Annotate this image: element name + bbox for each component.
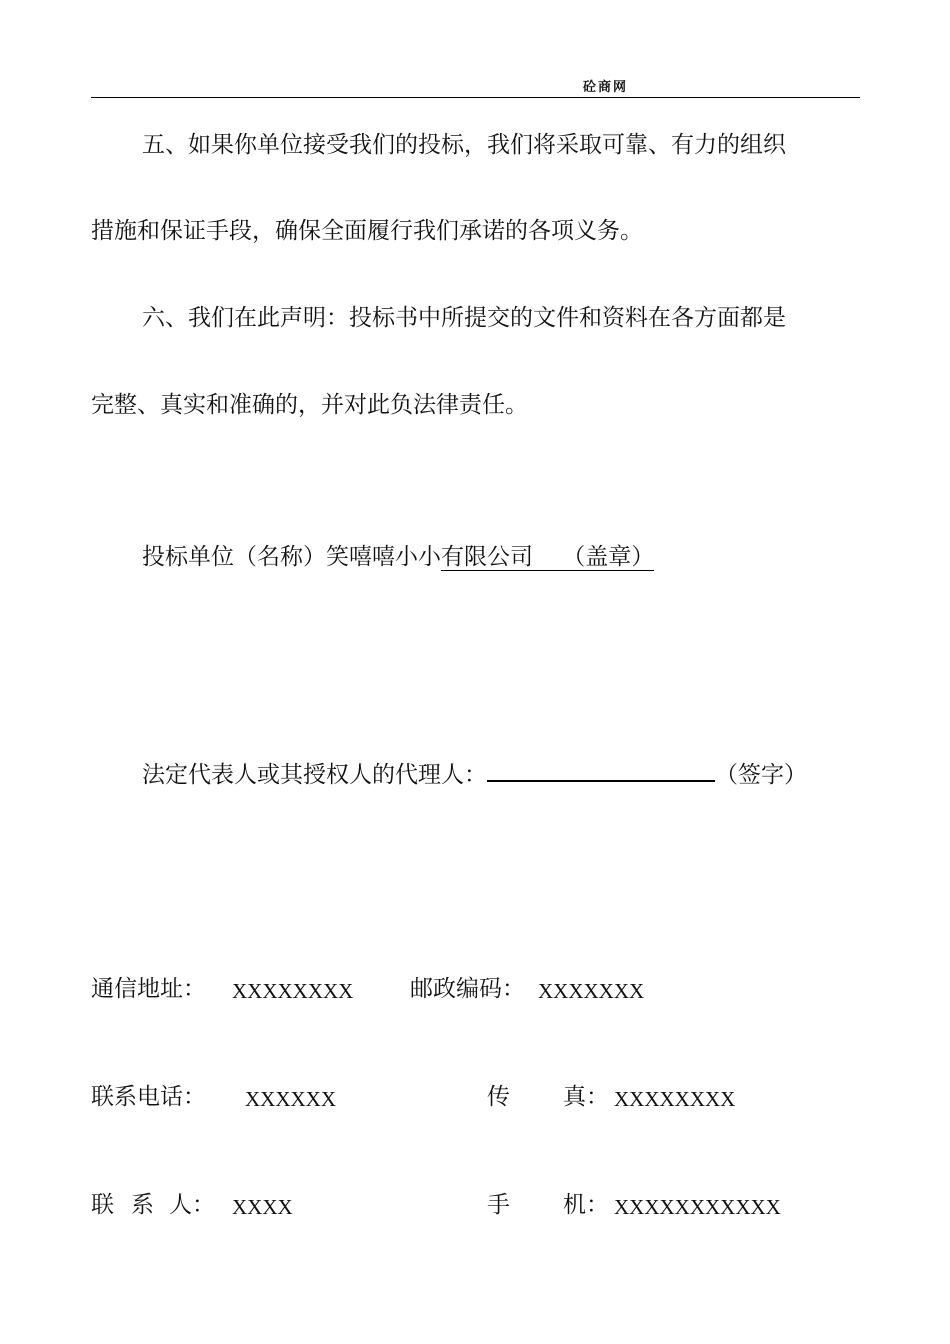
bidder-name-underlined bbox=[441, 544, 654, 571]
bidder-gap bbox=[533, 544, 562, 570]
postcode-label: 邮政编码： bbox=[410, 976, 525, 1002]
mobile-label-char-2: 机： bbox=[563, 1192, 609, 1218]
representative-line bbox=[142, 758, 807, 790]
bidder-name-part1: 笑嘻嘻小小 bbox=[326, 544, 441, 570]
contact-person-label-char-2: 系 bbox=[131, 1192, 154, 1218]
phone-value: XXXXXX bbox=[245, 1087, 336, 1111]
address-value: XXXXXXXX bbox=[232, 979, 354, 1003]
signature-blank bbox=[487, 758, 715, 782]
paragraph-6-line-1: 六、我们在此声明：投标书中所提交的文件和资料在各方面都是 bbox=[142, 305, 786, 331]
paragraph-5-line-1: 五、如果你单位接受我们的投标，我们将采取可靠、有力的组织 bbox=[142, 132, 786, 158]
paragraph-6-line-2: 完整、真实和准确的，并对此负法律责任。 bbox=[91, 392, 528, 418]
contact-person-value: XXXX bbox=[232, 1195, 293, 1219]
fax-label-char-1: 传 bbox=[487, 1084, 510, 1110]
mobile-value: XXXXXXXXXXX bbox=[614, 1195, 781, 1219]
signature-note: （签字） bbox=[715, 762, 807, 788]
bidder-line bbox=[142, 542, 654, 572]
mobile-label-char-1: 手 bbox=[487, 1192, 510, 1218]
phone-label: 联系电话： bbox=[91, 1084, 206, 1110]
address-label: 通信地址： bbox=[91, 976, 206, 1002]
paragraph-5-line-2: 措施和保证手段，确保全面履行我们承诺的各项义务。 bbox=[91, 218, 643, 244]
bidder-label: 投标单位（名称） bbox=[142, 544, 326, 570]
representative-label: 法定代表人或其授权人的代理人： bbox=[142, 762, 487, 788]
contact-person-label-char-3: 人： bbox=[169, 1192, 215, 1218]
fax-label-char-2: 真： bbox=[563, 1084, 609, 1110]
contact-person-label-char-1: 联 bbox=[91, 1192, 114, 1218]
fax-value: XXXXXXXX bbox=[614, 1087, 736, 1111]
header-brand: 砼商网 bbox=[583, 80, 629, 95]
bidder-seal-note: （盖章） bbox=[562, 544, 655, 570]
postcode-value: XXXXXXX bbox=[538, 979, 645, 1003]
header-divider bbox=[91, 97, 860, 98]
bidder-name-part2: 有限公司 bbox=[441, 544, 533, 570]
